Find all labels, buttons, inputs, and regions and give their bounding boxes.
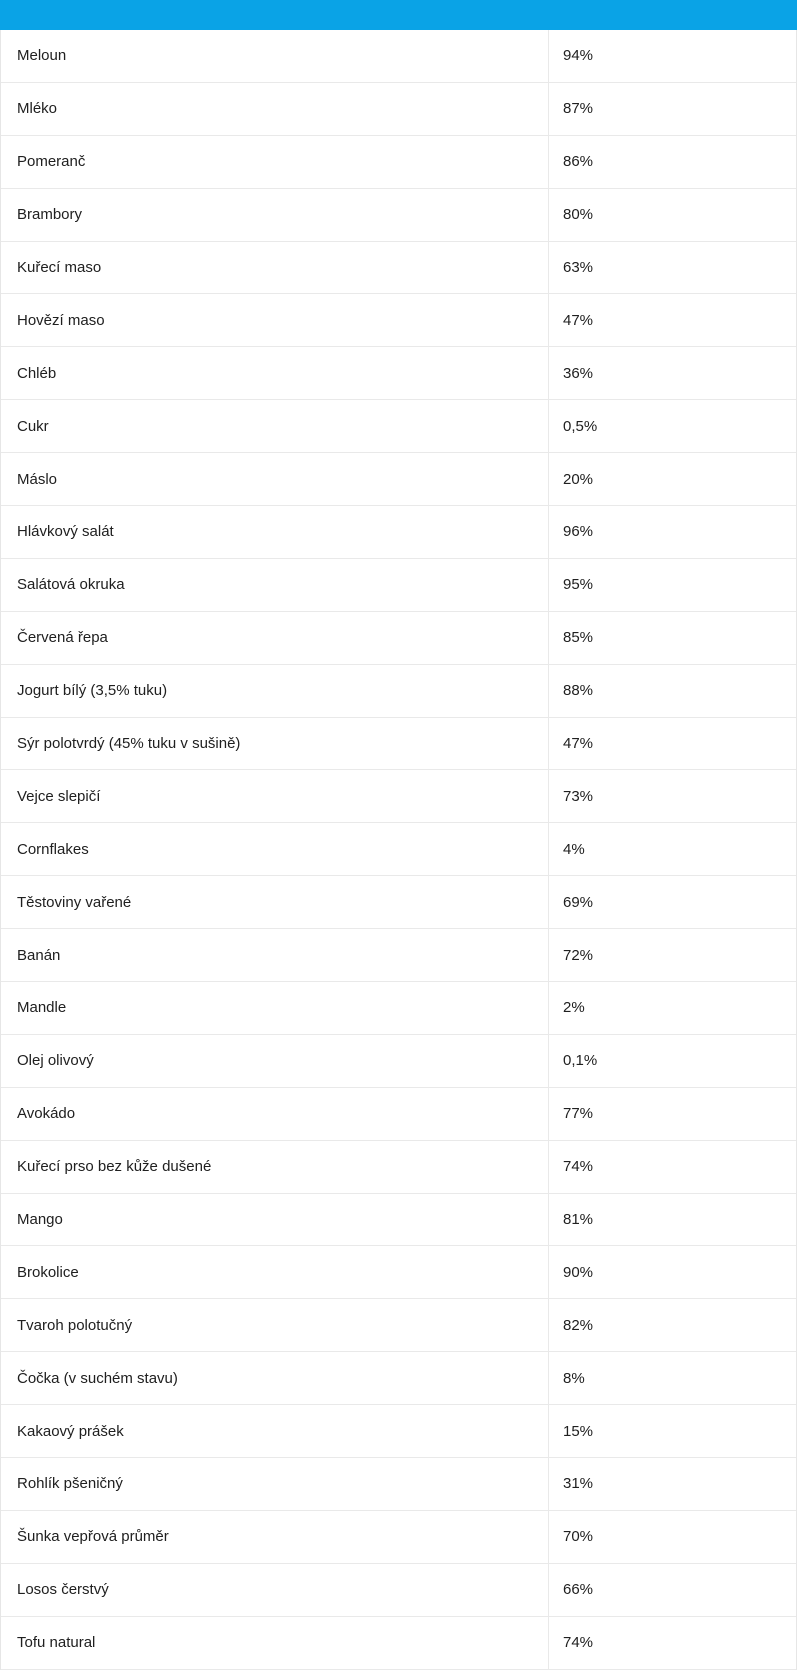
water-content-cell: 70%: [548, 1511, 796, 1563]
food-name-cell: Brambory: [17, 206, 83, 224]
food-name-cell: Mandle: [17, 999, 67, 1017]
table-row: [1, 1511, 796, 1564]
food-name-cell: Meloun: [17, 47, 67, 65]
food-name-cell: Hlávkový salát: [17, 523, 114, 541]
water-content-cell: 20%: [548, 453, 796, 505]
food-name-cell: Banán: [17, 946, 61, 964]
water-content-cell: 87%: [548, 83, 796, 135]
water-content-cell: 74%: [548, 1141, 796, 1193]
table-header-bar: [0, 0, 797, 30]
food-name-cell: Těstoviny vařené: [17, 893, 132, 911]
table-row: [1, 929, 796, 982]
food-name-cell: Olej olivový: [17, 1052, 94, 1070]
table-row: [1, 665, 796, 718]
table-row: [1, 1458, 796, 1511]
water-content-cell: 95%: [548, 559, 796, 611]
water-content-cell: 77%: [548, 1088, 796, 1140]
water-content-cell: 36%: [548, 347, 796, 399]
food-name-cell: Šunka vepřová průměr: [17, 1528, 169, 1546]
food-name-cell: Červená řepa: [17, 629, 108, 647]
water-content-cell: 73%: [548, 770, 796, 822]
water-content-cell: 47%: [548, 294, 796, 346]
food-name-cell: Cukr: [17, 417, 49, 435]
food-name-cell: Chléb: [17, 364, 57, 382]
table-row: [1, 1141, 796, 1194]
water-content-cell: 86%: [548, 136, 796, 188]
table-row: [1, 1352, 796, 1405]
table-row: [1, 1564, 796, 1617]
food-name-cell: Rohlík pšeničný: [17, 1475, 123, 1493]
table-row: [1, 30, 796, 83]
water-content-cell: 31%: [548, 1458, 796, 1510]
table-row: [1, 718, 796, 771]
food-name-cell: Vejce slepičí: [17, 787, 101, 805]
water-content-cell: 66%: [548, 1564, 796, 1616]
water-content-cell: 69%: [548, 876, 796, 928]
table-row: [1, 1299, 796, 1352]
table-row: [1, 612, 796, 665]
table-row: [1, 242, 796, 295]
food-name-cell: Kuřecí prso bez kůže dušené: [17, 1158, 212, 1176]
table-row: [1, 876, 796, 929]
table-row: [1, 189, 796, 242]
table-row: [1, 506, 796, 559]
water-content-cell: 85%: [548, 612, 796, 664]
food-name-cell: Mango: [17, 1211, 63, 1229]
table-row: [1, 1617, 796, 1670]
water-content-cell: 96%: [548, 506, 796, 558]
water-content-cell: 80%: [548, 189, 796, 241]
food-name-cell: Čočka (v suchém stavu): [17, 1369, 178, 1387]
water-content-cell: 88%: [548, 665, 796, 717]
table-row: [1, 559, 796, 612]
food-name-cell: Kuřecí maso: [17, 259, 102, 276]
food-name-cell: Jogurt bílý (3,5% tuku): [17, 682, 168, 700]
water-content-cell: 8%: [548, 1352, 796, 1404]
food-name-cell: Kakaový prášek: [17, 1422, 124, 1440]
water-content-cell: 90%: [548, 1246, 796, 1298]
food-name-cell: Salátová okruka: [17, 576, 125, 594]
water-content-cell: 0,5%: [548, 400, 796, 452]
table-row: [1, 823, 796, 876]
food-name-cell: Pomeranč: [17, 153, 86, 171]
food-name-cell: Cornflakes: [17, 840, 89, 858]
water-content-cell: 94%: [548, 30, 796, 82]
table-row: [1, 1035, 796, 1088]
table-row: [1, 136, 796, 189]
food-name-cell: Tofu natural: [17, 1634, 96, 1652]
water-content-cell: 15%: [548, 1405, 796, 1457]
food-name-cell: Máslo: [17, 470, 58, 488]
table-row: [1, 400, 796, 453]
water-content-cell: 82%: [548, 1299, 796, 1351]
table-row: [1, 1194, 796, 1247]
water-content-cell: 2%: [548, 982, 796, 1034]
food-name-cell: Sýr polotvrdý (45% tuku v sušině): [17, 735, 241, 753]
water-content-cell: 0,1%: [548, 1035, 796, 1087]
water-content-cell: 63%: [548, 242, 796, 294]
food-name-cell: Brokolice: [17, 1263, 79, 1281]
food-name-cell: Hovězí maso: [17, 311, 105, 329]
food-name-cell: Mléko: [17, 100, 58, 118]
table-row: [1, 1088, 796, 1141]
table-row: [1, 453, 796, 506]
food-name-cell: Tvaroh polotučný: [17, 1316, 133, 1334]
water-content-cell: 72%: [548, 929, 796, 981]
table-row: [1, 347, 796, 400]
table-row: [1, 982, 796, 1035]
table-row: [1, 83, 796, 136]
table-row: [1, 770, 796, 823]
table-row: [1, 1405, 796, 1458]
water-content-cell: 81%: [548, 1194, 796, 1246]
table-row: [1, 1246, 796, 1299]
table-body: [0, 30, 797, 1670]
food-name-cell: Losos čerstvý: [17, 1581, 109, 1599]
food-name-cell: Avokádo: [17, 1105, 76, 1123]
water-content-cell: 4%: [548, 823, 796, 875]
table-row: [1, 294, 796, 347]
water-content-cell: 47%: [548, 718, 796, 770]
water-content-cell: 74%: [548, 1617, 796, 1669]
